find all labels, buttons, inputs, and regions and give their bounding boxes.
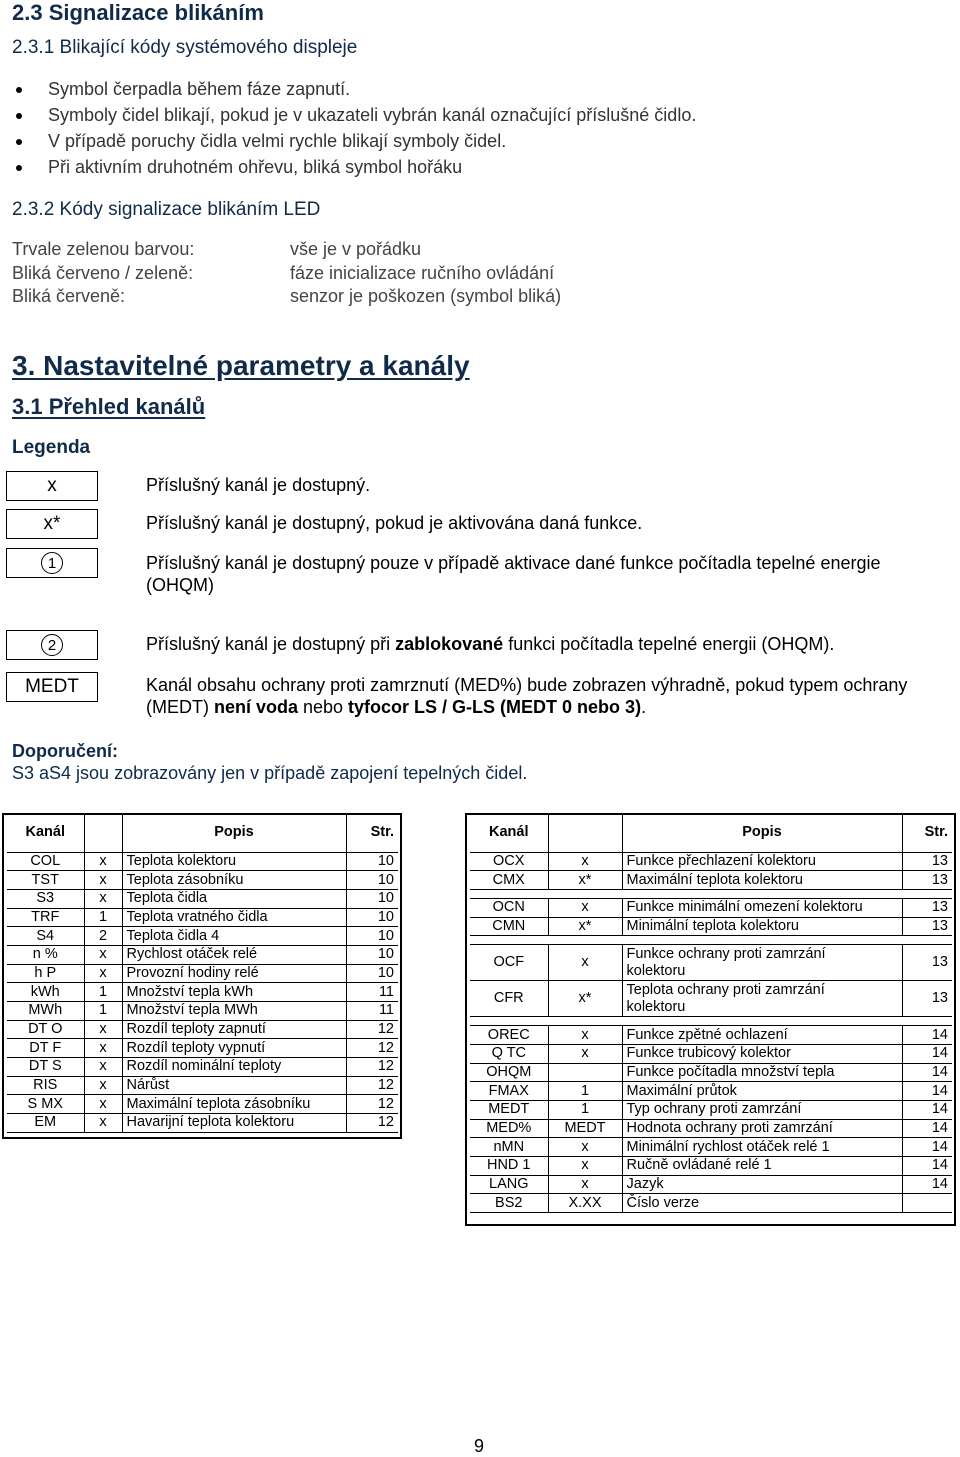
group-spacer xyxy=(470,889,952,898)
channel-code: kWh xyxy=(7,983,84,1002)
table-row xyxy=(7,1058,398,1077)
legend-mark-xstar: x* xyxy=(6,509,98,539)
channel-code: nMN xyxy=(470,1138,548,1157)
availability-mark: x xyxy=(84,1020,122,1039)
led-label-red: Bliká červeně: xyxy=(12,286,126,306)
availability-mark: x xyxy=(548,1026,622,1045)
channel-code: MWh xyxy=(7,1002,84,1021)
legend-text: Příslušný kanál je dostupný při zablokované funkci počítadla tepelné energii (OHQM). xyxy=(146,634,835,654)
page-ref: 14 xyxy=(902,1082,952,1101)
recommendation-title: Doporučení: xyxy=(12,741,118,761)
led-value-red: senzor je poškozen (symbol bliká) xyxy=(290,286,562,306)
availability-mark: x xyxy=(548,945,622,981)
availability-mark: 1 xyxy=(548,1101,622,1120)
page-ref: 13 xyxy=(902,852,952,871)
channel-code: EM xyxy=(7,1114,84,1133)
section-3-title: 3. Nastavitelné parametry a kanály xyxy=(12,350,470,381)
circled-1-icon: 1 xyxy=(41,552,63,574)
page-ref: 10 xyxy=(346,964,398,983)
availability-mark: x xyxy=(548,1138,622,1157)
table-row xyxy=(470,1082,952,1101)
availability-mark: MEDT xyxy=(548,1119,622,1138)
page-ref: 11 xyxy=(346,983,398,1002)
list-item: V případě poruchy čidla velmi rychle blikají symboly čidel. xyxy=(12,128,696,154)
channel-code: RIS xyxy=(7,1076,84,1095)
channel-code: h P xyxy=(7,964,84,983)
channel-description: Funkce ochrany proti zamrzání kolektoru xyxy=(622,945,902,981)
table-row xyxy=(470,917,952,936)
channel-description: Funkce zpětné ochlazení xyxy=(622,1026,902,1045)
table-row xyxy=(7,945,398,964)
channel-description: Číslo verze xyxy=(622,1194,902,1213)
page-ref: 12 xyxy=(346,1058,398,1077)
page-ref: 13 xyxy=(902,871,952,890)
channel-description: Funkce přechlazení kolektoru xyxy=(622,852,902,871)
channel-description: Teplota kolektoru xyxy=(122,852,346,871)
channel-description: Teplota čidla xyxy=(122,889,346,908)
channel-description: Typ ochrany proti zamrzání xyxy=(622,1101,902,1120)
availability-mark: x xyxy=(84,1095,122,1114)
table-row xyxy=(7,1002,398,1021)
channel-code: OREC xyxy=(470,1026,548,1045)
channel-description: Provozní hodiny relé xyxy=(122,964,346,983)
page-ref xyxy=(902,1194,952,1213)
section-2-3-title: 2.3 Signalizace blikáním xyxy=(12,0,264,25)
table-row xyxy=(470,871,952,890)
legend-mark-medt: MEDT xyxy=(6,672,98,702)
legend-mark-2 xyxy=(6,630,98,660)
availability-mark: 1 xyxy=(548,1082,622,1101)
page-ref: 12 xyxy=(346,1039,398,1058)
availability-mark: x xyxy=(84,871,122,890)
channel-description: Ručně ovládané relé 1 xyxy=(622,1157,902,1176)
channel-code: DT S xyxy=(7,1058,84,1077)
table-row xyxy=(470,1101,952,1120)
right-channel-table xyxy=(470,814,952,1213)
channel-code: MED% xyxy=(470,1119,548,1138)
table-row xyxy=(470,1157,952,1176)
table-row xyxy=(470,1063,952,1082)
led-label-redgreen: Bliká červeno / zeleně: xyxy=(12,263,194,283)
channel-code: Q TC xyxy=(470,1044,548,1063)
channel-description: Teplota zásobníku xyxy=(122,871,346,890)
legend-mark-1 xyxy=(6,548,98,578)
group-spacer xyxy=(470,1017,952,1026)
page-ref: 13 xyxy=(902,945,952,981)
page-ref: 11 xyxy=(346,1002,398,1021)
bullet-icon xyxy=(16,113,22,119)
channel-code: CMN xyxy=(470,917,548,936)
page-ref: 13 xyxy=(902,898,952,917)
channel-code: TST xyxy=(7,871,84,890)
availability-mark: x* xyxy=(548,917,622,936)
channel-description: Rychlost otáček relé xyxy=(122,945,346,964)
list-item: Při aktivním druhotném ohřevu, bliká symbol hořáku xyxy=(12,154,696,180)
legend-mark-x: x xyxy=(6,471,98,501)
recommendation-text: S3 aS4 jsou zobrazovány jen v případě zapojení tepelných čidel. xyxy=(12,763,528,783)
channel-code: S MX xyxy=(7,1095,84,1114)
left-table-body xyxy=(7,852,398,1132)
channel-description: Nárůst xyxy=(122,1076,346,1095)
availability-mark: x xyxy=(84,945,122,964)
right-table-body xyxy=(470,852,952,1213)
page-ref: 12 xyxy=(346,1095,398,1114)
availability-mark: x xyxy=(548,1157,622,1176)
channel-description: Rozdíl teploty vypnutí xyxy=(122,1039,346,1058)
availability-mark: x xyxy=(548,1175,622,1194)
table-row xyxy=(470,898,952,917)
availability-mark xyxy=(548,1063,622,1082)
channel-description: Havarijní teplota kolektoru xyxy=(122,1114,346,1133)
page-ref: 14 xyxy=(902,1138,952,1157)
page-ref: 14 xyxy=(902,1101,952,1120)
table-row xyxy=(7,1076,398,1095)
channel-code: COL xyxy=(7,852,84,871)
table-row xyxy=(7,871,398,890)
header-kanal: Kanál xyxy=(470,814,548,852)
page-ref: 10 xyxy=(346,945,398,964)
led-value-green: vše je v pořádku xyxy=(290,239,422,259)
bullet-icon xyxy=(16,87,22,93)
table-row xyxy=(7,852,398,871)
circled-2-icon: 2 xyxy=(41,634,63,656)
table-row xyxy=(470,945,952,981)
availability-mark: X.XX xyxy=(548,1194,622,1213)
table-row xyxy=(7,1039,398,1058)
section-2-3-2-title: 2.3.2 Kódy signalizace blikáním LED xyxy=(12,199,321,220)
channel-code: HND 1 xyxy=(470,1157,548,1176)
channel-description: Maximální průtok xyxy=(622,1082,902,1101)
channel-description: Teplota čidla 4 xyxy=(122,927,346,946)
left-channel-table xyxy=(7,814,398,1133)
channel-code: FMAX xyxy=(470,1082,548,1101)
availability-mark: x xyxy=(84,1076,122,1095)
availability-mark: x xyxy=(548,1044,622,1063)
led-label-green: Trvale zelenou barvou: xyxy=(12,239,195,259)
channel-code: BS2 xyxy=(470,1194,548,1213)
legend-text: Příslušný kanál je dostupný pouze v případě aktivace dané funkce počítadla tepelné energie (OHQM) xyxy=(146,553,881,595)
page-ref: 10 xyxy=(346,889,398,908)
section-2-3-1-title: 2.3.1 Blikající kódy systémového displeje xyxy=(12,37,358,58)
channel-code: n % xyxy=(7,945,84,964)
availability-mark: 1 xyxy=(84,1002,122,1021)
channel-description: Teplota ochrany proti zamrzání kolektoru xyxy=(622,981,902,1017)
table-row xyxy=(470,981,952,1017)
table-row xyxy=(470,1194,952,1213)
channel-description: Minimální teplota kolektoru xyxy=(622,917,902,936)
channel-code: S4 xyxy=(7,927,84,946)
page-ref: 10 xyxy=(346,852,398,871)
channel-description: Rozdíl teploty zapnutí xyxy=(122,1020,346,1039)
page-ref: 14 xyxy=(902,1119,952,1138)
channel-description: Maximální teplota zásobníku xyxy=(122,1095,346,1114)
page-ref: 12 xyxy=(346,1020,398,1039)
list-item: Symboly čidel blikají, pokud je v ukazateli vybrán kanál označující příslušné čidlo. xyxy=(12,102,696,128)
availability-mark: x xyxy=(84,964,122,983)
page-ref: 13 xyxy=(902,981,952,1017)
channel-description: Minimální rychlost otáček relé 1 xyxy=(622,1138,902,1157)
table-row xyxy=(7,927,398,946)
list-item: Symbol čerpadla během fáze zapnutí. xyxy=(12,76,696,102)
channel-code: LANG xyxy=(470,1175,548,1194)
section-3-1-title: 3.1 Přehled kanálů xyxy=(12,394,206,419)
table-row xyxy=(7,908,398,927)
legend-text: Kanál obsahu ochrany proti zamrznutí (MED%) bude zobrazen výhradně, pokud typem ochrany (MEDT) není voda nebo tyfocor LS / G-LS (MEDT 0 nebo 3). xyxy=(146,675,908,717)
group-spacer xyxy=(470,936,952,945)
page-ref: 14 xyxy=(902,1026,952,1045)
channel-description: Teplota vratného čidla xyxy=(122,908,346,927)
availability-mark: x xyxy=(84,1114,122,1133)
channel-description: Rozdíl nominální teploty xyxy=(122,1058,346,1077)
channel-description: Funkce minimální omezení kolektoru xyxy=(622,898,902,917)
channel-code: OHQM xyxy=(470,1063,548,1082)
table-row xyxy=(470,852,952,871)
channel-code: DT O xyxy=(7,1020,84,1039)
channel-code: CMX xyxy=(470,871,548,890)
table-row xyxy=(470,1175,952,1194)
availability-mark: 2 xyxy=(84,927,122,946)
legend-text: Příslušný kanál je dostupný. xyxy=(146,475,371,495)
availability-mark: x xyxy=(548,898,622,917)
channel-description: Množství tepla MWh xyxy=(122,1002,346,1021)
channel-description: Hodnota ochrany proti zamrzání xyxy=(622,1119,902,1138)
table-row xyxy=(470,1026,952,1045)
legend-text: Příslušný kanál je dostupný, pokud je aktivována daná funkce. xyxy=(146,513,643,533)
header-kanal: Kanál xyxy=(7,814,84,852)
availability-mark: x xyxy=(84,1058,122,1077)
channel-description: Funkce trubicový kolektor xyxy=(622,1044,902,1063)
availability-mark: 1 xyxy=(84,983,122,1002)
availability-mark: 1 xyxy=(84,908,122,927)
channel-code: DT F xyxy=(7,1039,84,1058)
page-ref: 14 xyxy=(902,1157,952,1176)
channel-code: OCN xyxy=(470,898,548,917)
page-ref: 13 xyxy=(902,917,952,936)
page-ref: 14 xyxy=(902,1044,952,1063)
header-popis: Popis xyxy=(122,814,346,852)
page-ref: 10 xyxy=(346,908,398,927)
page-ref: 14 xyxy=(902,1175,952,1194)
availability-mark: x xyxy=(84,889,122,908)
page-ref: 12 xyxy=(346,1076,398,1095)
channel-code: OCX xyxy=(470,852,548,871)
page-ref: 14 xyxy=(902,1063,952,1082)
page-number: 9 xyxy=(474,1436,485,1456)
availability-mark: x* xyxy=(548,871,622,890)
legend-title: Legenda xyxy=(12,437,91,458)
channel-description: Množství tepla kWh xyxy=(122,983,346,1002)
channel-description: Jazyk xyxy=(622,1175,902,1194)
led-value-redgreen: fáze inicializace ručního ovládání xyxy=(290,263,555,283)
table-row xyxy=(7,983,398,1002)
table-row xyxy=(7,1020,398,1039)
bullet-icon xyxy=(16,165,22,171)
header-str: Str. xyxy=(346,814,398,852)
availability-mark: x* xyxy=(548,981,622,1017)
header-str: Str. xyxy=(902,814,952,852)
page-ref: 12 xyxy=(346,1114,398,1133)
channel-code: CFR xyxy=(470,981,548,1017)
channel-code: OCF xyxy=(470,945,548,981)
table-row xyxy=(7,889,398,908)
table-row xyxy=(7,1114,398,1133)
availability-mark: x xyxy=(548,852,622,871)
channel-code: TRF xyxy=(7,908,84,927)
table-row xyxy=(7,964,398,983)
bullet-icon xyxy=(16,139,22,145)
table-row xyxy=(470,1138,952,1157)
availability-mark: x xyxy=(84,852,122,871)
table-row xyxy=(7,1095,398,1114)
table-row xyxy=(470,1044,952,1063)
blink-codes-list xyxy=(12,76,696,180)
page-ref: 10 xyxy=(346,871,398,890)
channel-description: Funkce počítadla množství tepla xyxy=(622,1063,902,1082)
table-row xyxy=(470,1119,952,1138)
page-ref: 10 xyxy=(346,927,398,946)
channel-code: S3 xyxy=(7,889,84,908)
header-popis: Popis xyxy=(622,814,902,852)
channel-description: Maximální teplota kolektoru xyxy=(622,871,902,890)
channel-code: MEDT xyxy=(470,1101,548,1120)
availability-mark: x xyxy=(84,1039,122,1058)
